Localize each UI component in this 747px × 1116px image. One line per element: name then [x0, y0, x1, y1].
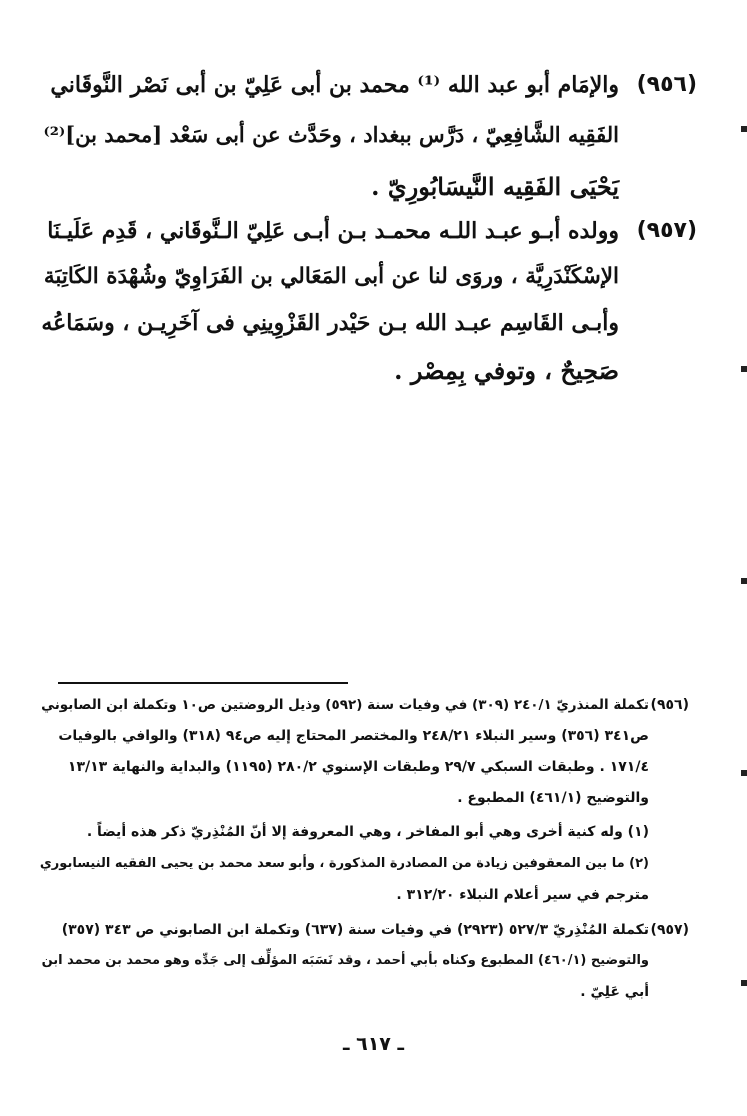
scan-mark: [741, 126, 747, 132]
entry-line: صَحِيحٌ ، وتوفي بِمِصْر .: [394, 356, 619, 385]
entry-line: يَحْيَى الفَقِيه النَّيسَابُورِيّ .: [371, 172, 619, 201]
footnote-line: أبي عَلِيّ .: [580, 984, 649, 1000]
footnote-separator: [58, 682, 348, 684]
footnote-line: مترجم في سير أعلام النبلاء ٣١٢/٢٠ .: [396, 887, 649, 903]
footnote-line: والتوضيح (٤٦١/١) المطبوع .: [457, 790, 649, 806]
footnote-line: (٢) ما بين المعقوفين زيادة من المصادرة المذكورة ، وأبو سعد محمد بن يحيى الفقيه النيسابوري: [39, 856, 649, 871]
scan-mark: [741, 578, 747, 584]
entry-number: (٩٥٦): [636, 72, 697, 97]
entry-number: (٩٥٧): [636, 218, 697, 243]
entry-line: الإسْكَنْدَرِيَّة ، وروَى لنا عن أبى المَعَالي بن الفَرَاوِيّ وشُهْدَة الكَاتِبَة: [43, 264, 619, 289]
scan-mark: [741, 770, 747, 776]
footnote-line: (١) وله كنية أخرى وهي أبو المفاخر ، وهي المعروفة إلا أنّ المُنْذِريّ ذكر هذه أيضاً .: [86, 824, 649, 840]
entry-line: الفَقِيه الشَّافِعِيّ ، دَرَّس ببغداد ، وحَدَّث عن أبى سَعْد [محمد بن]⁽²⁾: [43, 122, 619, 147]
footnote-number: (٩٥٦): [650, 697, 689, 713]
footnote-line: ص٣٤١ (٣٥٦) وسير النبلاء ٢٤٨/٢١ والمختصر المحتاج إليه ص٩٤ (٣١٨) والوافي بالوفيات: [58, 728, 649, 744]
footnote-line: ١٧١/٤ . وطبقات السبكي ٢٩/٧ وطبقات الإسنوي ٢٨٠/٢ (١١٩٥) والبداية والنهاية ١٣/١٣: [67, 759, 649, 775]
footnote-line: تكملة المنذريّ ٢٤٠/١ (٣٠٩) في وفيات سنة (٥٩٢) وذيل الروضتين ص١٠ وتكملة ابن الصابوني: [41, 697, 649, 713]
entry-line: والإمَام أبو عبد الله ⁽¹⁾ محمد بن أبى عَلِيّ بن أبى نَصْر النَّوقَاني: [50, 72, 619, 98]
footnote-number: (٩٥٧): [650, 922, 689, 938]
entry-956: [40, 72, 697, 202]
page-number: ـ ٦١٧ ـ: [342, 1033, 404, 1055]
entry-957: [40, 218, 697, 388]
footnote-line: والتوضيح (٤٦٠/١) المطبوع وكناه بأبي أحمد ، وقد نَسَبَه المؤلِّف إلى جَدِّه وهو محمد بن محمد ابن: [41, 953, 649, 968]
scan-mark: [741, 980, 747, 986]
entry-line: وأبـى القَاسِم عبـد الله بـن حَيْدر القَزْوِينِي فى آخَرِيـن ، وسَمَاعُه: [41, 310, 619, 336]
footnote-line: تكملة المُنْذِريّ ٥٢٧/٣ (٢٩٢٣) في وفيات سنة (٦٣٧) وتكملة ابن الصابوني ص ٣٤٣ (٣٥٧): [61, 922, 649, 938]
entry-line: وولده أبـو عبـد اللـه محمـد بـن أبـى عَلِيّ الـنَّوقَاني ، قَدِم عَلَيـنَا: [47, 218, 619, 244]
scan-mark: [741, 366, 747, 372]
